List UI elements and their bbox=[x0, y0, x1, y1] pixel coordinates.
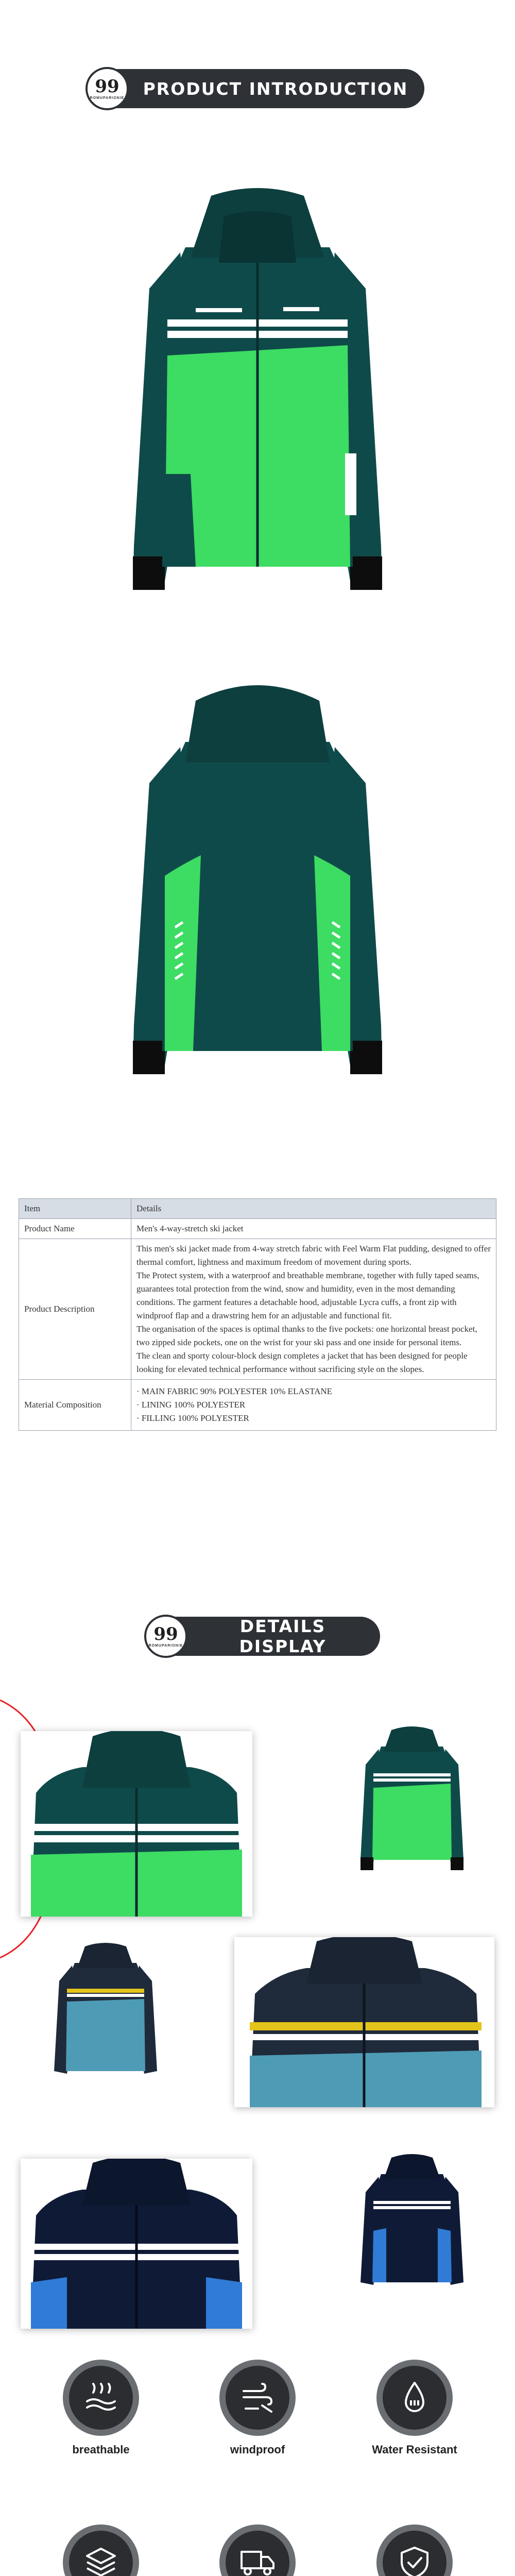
feature-water-resistant bbox=[363, 2360, 466, 2456]
breathable-icon bbox=[69, 2366, 133, 2430]
details-display-header bbox=[147, 1617, 380, 1656]
feature-thickened-material bbox=[49, 2524, 152, 2576]
material-line: · FILLING 100% POLYESTER bbox=[136, 1413, 249, 1423]
header-details: Details bbox=[131, 1199, 496, 1219]
jacket-front-small-image bbox=[355, 1726, 469, 1880]
jacket-front-image bbox=[118, 185, 397, 634]
table-row bbox=[19, 1380, 496, 1431]
brand-logo: 99 ROMUPARIONIE bbox=[144, 1615, 187, 1658]
jacket-blue-small-image bbox=[49, 1942, 162, 2097]
material-line: · LINING 100% POLYESTER bbox=[136, 1400, 246, 1410]
material-composition-label: Material Composition bbox=[19, 1380, 131, 1431]
table-row bbox=[19, 1219, 496, 1239]
feature-label: Water Resistant bbox=[372, 2443, 457, 2456]
material-line: · MAIN FABRIC 90% POLYESTER 10% ELASTANE bbox=[136, 1386, 333, 1396]
brand-logo: 99 ROMUPARIONIE bbox=[85, 67, 129, 110]
feature-quality-assurance bbox=[363, 2524, 466, 2576]
jacket-closeup-navy-image bbox=[21, 2159, 252, 2329]
quality-shield-icon bbox=[383, 2531, 447, 2576]
description-paragraph: The organisation of the spaces is optimal thanks to the five pockets: one horizontal breast pocket, two zipped side pockets, one on the wrist for your ski pass and one inside for personal items. bbox=[136, 1324, 477, 1347]
thickened-material-icon bbox=[69, 2531, 133, 2576]
product-introduction-header bbox=[89, 69, 424, 108]
description-paragraph: This men's ski jacket made from 4-way stretch fabric with Feel Warm Flat pudding, designed to offer thermal comfort, lightness and maximum freedom of movement during sports. bbox=[136, 1244, 491, 1267]
feature-label: breathable bbox=[72, 2443, 130, 2456]
feature-windproof bbox=[206, 2360, 309, 2456]
detail-closeup-blue bbox=[234, 1937, 494, 2107]
feature-spot-quick-delivery bbox=[206, 2524, 309, 2576]
header-item: Item bbox=[19, 1199, 131, 1219]
product-description-value bbox=[131, 1239, 496, 1380]
material-composition-value bbox=[131, 1380, 496, 1431]
feature-breathable bbox=[49, 2360, 152, 2456]
section-title: DETAILS DISPLAY bbox=[239, 1616, 327, 1656]
section-title: PRODUCT INTRODUCTION bbox=[143, 78, 408, 99]
table-header-row bbox=[19, 1199, 496, 1219]
jacket-closeup-green-image bbox=[21, 1731, 252, 1917]
jacket-closeup-blue-image bbox=[234, 1937, 494, 2107]
feature-label: windproof bbox=[230, 2443, 285, 2456]
product-name-value: Men's 4-way-stretch ski jacket bbox=[131, 1219, 496, 1239]
product-name-label: Product Name bbox=[19, 1219, 131, 1239]
description-paragraph: The clean and sporty colour-block design completes a jacket that has been designed for people looking for elevated technical performance without sacrificing style on the slopes. bbox=[136, 1351, 468, 1374]
jacket-back-image bbox=[118, 680, 397, 1113]
detail-closeup-green bbox=[21, 1731, 252, 1917]
product-description-label: Product Description bbox=[19, 1239, 131, 1380]
delivery-truck-icon bbox=[226, 2531, 289, 2576]
jacket-navy-small-image bbox=[355, 2154, 469, 2308]
table-row bbox=[19, 1239, 496, 1380]
water-resistant-icon bbox=[383, 2366, 447, 2430]
product-spec-table bbox=[19, 1198, 496, 1431]
windproof-icon bbox=[226, 2366, 289, 2430]
detail-closeup-navy bbox=[21, 2159, 252, 2329]
description-paragraph: The Protect system, with a waterproof and breathable membrane, together with fully taped seams, guarantees total protection from the wind, snow and humidity, even in the most demanding conditions. The garment features a detachable hood, adjustable Lycra cuffs, a front zip with windproof flap and a drawstring hem for an adjustable and functional fit. bbox=[136, 1270, 479, 1320]
